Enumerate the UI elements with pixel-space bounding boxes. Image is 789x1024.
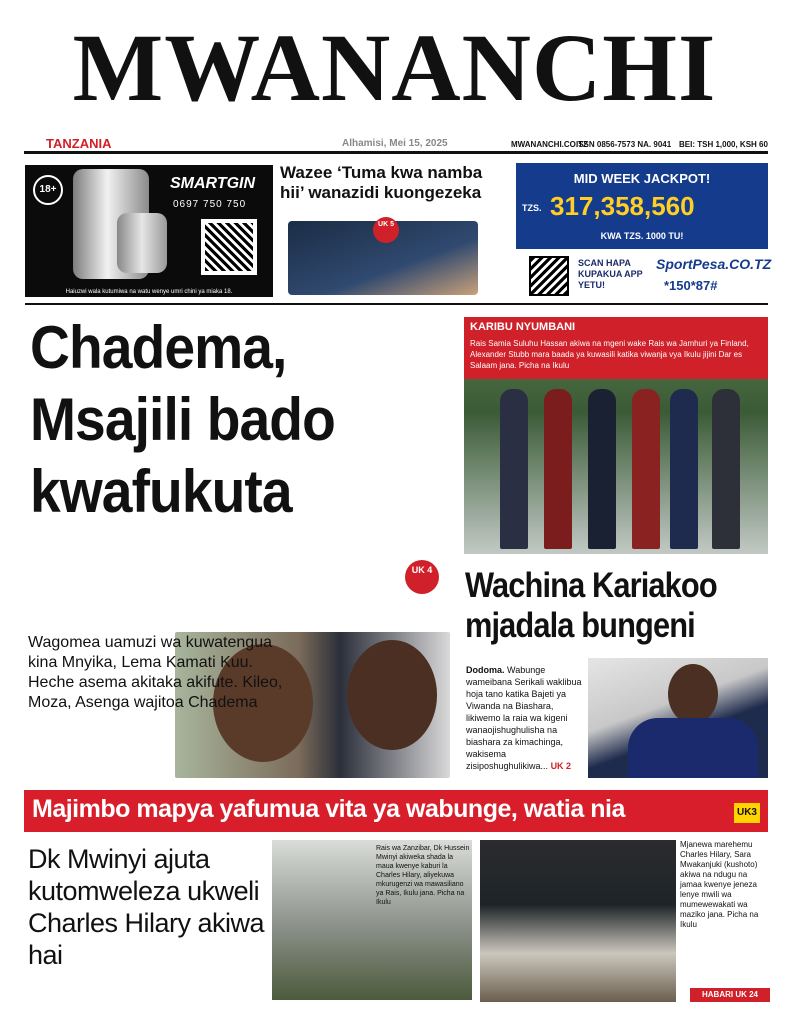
lead-subhead: Wagomea uamuzi wa kuwatengua kina Mnyika, Lema Kamati Kuu. Heche asema akitaka akifute. Kileo, Moza, Asenga wajitoa Chadema bbox=[28, 634, 283, 711]
second-story-body bbox=[466, 664, 584, 772]
photo-caption: Rais Samia Suluhu Hassan akiwa na mgeni wake Rais wa Jamhuri ya Finland, Alexander Stubb mara baada ya kuwasili katika viwanja vya Ikulu jijini Dar es Salaam jana. Picha na Ikulu bbox=[470, 339, 749, 370]
second-headline[interactable]: Wachina Kariakoo mjadala bungeni bbox=[465, 566, 717, 645]
ad-disclaimer: Haiuzwi wala kutumiwa na watu wenye umri chini ya miaka 18. bbox=[65, 289, 233, 295]
state-visit-photo[interactable] bbox=[464, 317, 768, 554]
page-ref-badge: UK 4 bbox=[405, 560, 439, 594]
person-photo bbox=[668, 664, 718, 724]
sportpesa-app-ad[interactable] bbox=[516, 252, 772, 300]
website[interactable]: MWANANCHI.CO.TZ bbox=[511, 140, 588, 149]
country-label: TANZANIA bbox=[46, 136, 112, 151]
teaser-scam-story[interactable] bbox=[280, 163, 505, 297]
person-body bbox=[628, 718, 758, 778]
jackpot-title: MID WEEK JACKPOT! bbox=[573, 171, 711, 186]
page-ref: UK 2 bbox=[550, 761, 572, 771]
page-ref-badge: UK3 bbox=[734, 803, 760, 823]
qr-code-icon bbox=[529, 256, 569, 296]
red-banner-headline[interactable] bbox=[24, 790, 768, 832]
price: BEI: TSH 1,000, KSH 60 bbox=[679, 140, 768, 149]
third-headline[interactable]: Dk Mwinyi ajuta kutomweleza ukweli Charles Hilary akiwa hai bbox=[28, 844, 265, 970]
page-ref-badge: UK 5 bbox=[373, 217, 399, 243]
dateline-strip bbox=[24, 132, 768, 154]
issn: ISSN 0856-7573 NA. 9041 bbox=[576, 140, 672, 149]
sportpesa-logo: SportPesa.CO.TZ bbox=[656, 256, 772, 272]
ussd-code: *150*87# bbox=[664, 278, 718, 293]
figure bbox=[588, 389, 616, 549]
photo-label: KARIBU NYUMBANI bbox=[470, 321, 576, 333]
person-photo bbox=[347, 640, 437, 750]
figure bbox=[670, 389, 698, 549]
lead-headline[interactable]: Chadema, Msajili bado kwafukuta bbox=[30, 314, 335, 525]
story-text: Wabunge wameibana Serikali waklibua hoja tano katika Bajeti ya Viwanda na Biashara, likiwemo la raia wa kigeni wanaojishughulisha na biashara za kimachinga, wakisema zisiposhughulikiwa... bbox=[466, 665, 582, 771]
qr-code-icon bbox=[201, 219, 257, 275]
jackpot-currency: TZS. bbox=[522, 203, 542, 213]
divider bbox=[25, 303, 768, 305]
masthead: MWANANCHI bbox=[72, 14, 717, 121]
photo-caption: Rais wa Zanzibar, Dk Hussein Mwinyi akiweka shada la maua kwenye kaburi la Charles Hilary, aliyekuwa mkurugenzi wa mawasiliano ya Rais, Ikulu jana. Picha na Ikulu bbox=[376, 845, 470, 906]
figure bbox=[712, 389, 740, 549]
wreath-photo bbox=[272, 840, 472, 1000]
ad-phone: 0697 750 750 bbox=[173, 199, 247, 210]
figure bbox=[632, 389, 660, 549]
banner-text: Majimbo mapya yafumua vita ya wabunge, watia nia bbox=[32, 795, 625, 823]
figure bbox=[544, 389, 572, 549]
ad-brand: SMARTGIN bbox=[170, 175, 256, 192]
issue-date: Alhamisi, Mei 15, 2025 bbox=[342, 138, 448, 149]
photo-caption: Mjanewa marehemu Charles Hilary, Sara Mwakanjuki (kushoto) akiwa na ndugu na jamaa kwenye jeneza lenye mwili wa mumewewakati wa maziko jana. Picha na Ikulu bbox=[680, 840, 759, 929]
mp-photo bbox=[588, 658, 768, 778]
figure bbox=[500, 389, 528, 549]
scan-text: SCAN HAPA KUPAKUA APP YETU! bbox=[578, 258, 643, 290]
photo-caption-box bbox=[464, 317, 768, 379]
jackpot-stake: KWA TZS. 1000 TU! bbox=[600, 231, 684, 241]
jackpot-amount: 317,358,560 bbox=[550, 191, 695, 221]
sportpesa-jackpot-ad[interactable] bbox=[516, 163, 768, 249]
page-ref-badge: HABARI UK 24 bbox=[690, 988, 770, 1002]
age-badge: 18+ bbox=[33, 175, 63, 205]
smartgin-ad[interactable] bbox=[25, 165, 273, 297]
teaser-title: Wazee ‘Tuma kwa namba hii’ wanazidi kuongezeka bbox=[280, 163, 483, 202]
dateline: Dodoma. bbox=[466, 665, 505, 675]
funeral-photo bbox=[480, 840, 676, 1002]
gin-can-image-2 bbox=[117, 213, 167, 273]
